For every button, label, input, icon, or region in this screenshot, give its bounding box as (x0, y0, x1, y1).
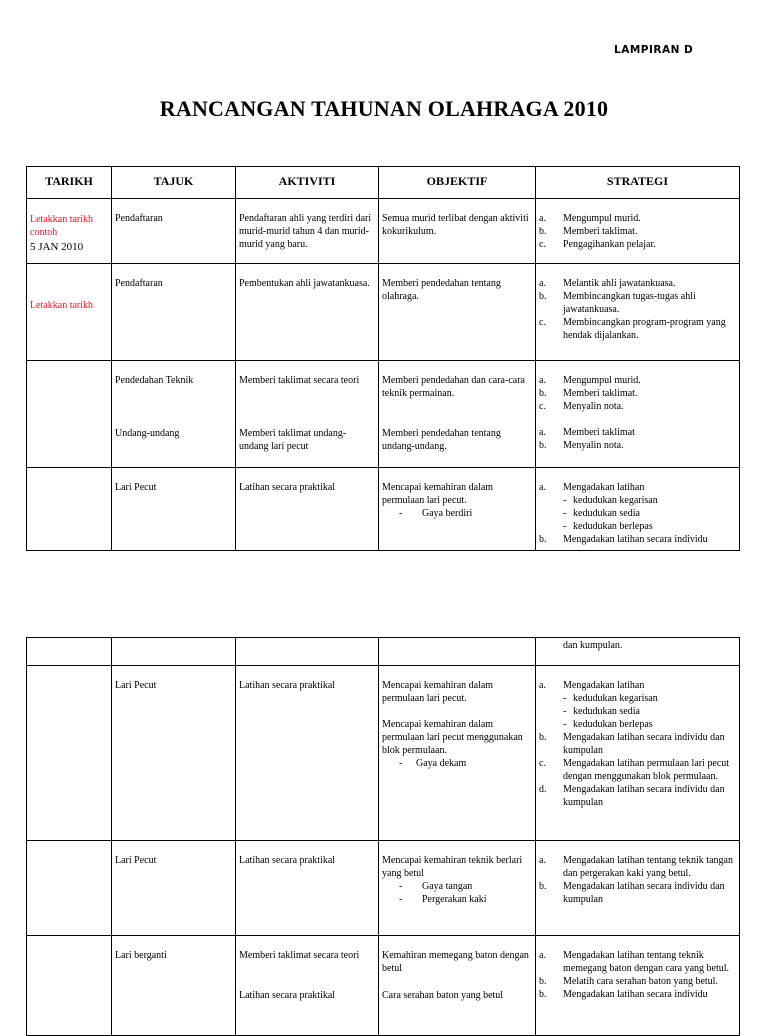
strategi-continuation: dan kumpulan. (563, 640, 623, 651)
objektif-cell: Memberi pendedahan tentang olahraga. (382, 278, 501, 302)
list-item: a. Memberi taklimat (539, 427, 635, 438)
list-item: a. Mengumpul murid. (539, 213, 641, 224)
list-item: - kedudukan kegarisan (563, 693, 658, 704)
list-item: - kedudukan sedia (563, 706, 640, 717)
col-header-objektif: OBJEKTIF (379, 167, 536, 199)
list-item: a. Mengadakan latihan - kedudukan kegarisan - kedudukan sedia - kedudukan berlepas (536, 481, 736, 533)
tarikh-note: Letakkan tarikh (30, 300, 94, 311)
document-title: RANCANGAN TAHUNAN OLAHRAGA 2010 (159, 96, 609, 121)
objektif-dash-item: - Gaya tangan (399, 881, 473, 892)
lampiran-label: LAMPIRAN D (614, 44, 694, 56)
tajuk-cell: Undang-undang (115, 428, 180, 439)
strategi-list (536, 277, 736, 342)
objektif-cell: Memberi pendedahan tentang undang-undang. (382, 428, 501, 452)
list-item: d. Mengadakan latihan secara individu dan kumpulan (539, 784, 725, 808)
objektif-cell: Mencapai kemahiran dalam permulaan lari pecut. (382, 482, 494, 506)
table-row (27, 468, 740, 551)
table-row (27, 638, 740, 666)
strategi-list (536, 212, 736, 251)
tajuk-cell: Lari Pecut (115, 855, 157, 866)
objektif-cell: Cara serahan baton yang betul (382, 990, 504, 1001)
table-header-row (27, 167, 740, 199)
list-item: b. Membincangkan tugas-tugas ahli jawatankuasa. (539, 291, 696, 315)
table-row (27, 361, 740, 468)
strategi-list (536, 481, 736, 546)
objektif-dash-item: - Gaya berdiri (399, 508, 473, 519)
list-item: b. Memberi taklimat. (539, 226, 638, 237)
aktiviti-cell: Memberi taklimat secara teori (239, 375, 360, 386)
col-header-strategi: STRATEGI (536, 167, 740, 199)
strategi-list (536, 679, 736, 809)
aktiviti-cell: Pendaftaran ahli yang terdiri dari murid-murid tahun 4 dan murid-murid yang baru. (239, 213, 372, 250)
aktiviti-cell: Memberi taklimat undang-undang lari pecut (239, 428, 347, 452)
list-item: - kedudukan sedia (563, 508, 640, 519)
tajuk-cell: Lari Pecut (115, 482, 157, 493)
list-item: c. Pengagihankan pelajar. (539, 239, 656, 250)
objektif-cell: Memberi pendedahan dan cara-cara teknik permainan. (382, 375, 525, 399)
list-item: c. Membincangkan program-program yang hendak dijalankan. (539, 317, 726, 341)
table-row (27, 199, 740, 264)
list-item: c. Mengadakan latihan permulaan lari pecut dengan menggunakan blok permulaan. (539, 758, 730, 782)
tajuk-cell: Pendaftaran (115, 213, 163, 224)
objektif-cell: Mencapai kemahiran dalam permulaan lari pecut menggunakan blok permulaan. (382, 719, 523, 756)
list-item: - kedudukan berlepas (563, 719, 653, 730)
strategi-list (536, 374, 736, 413)
objektif-cell: Kemahiran memegang baton dengan betul (382, 950, 529, 974)
strategi-list (536, 854, 736, 906)
objektif-dash-item: - Gaya dekam (399, 758, 467, 769)
list-item: a. Melantik ahli jawatankuasa. (539, 278, 676, 289)
list-item: b. Mengadakan latihan secara individu dan kumpulan (539, 732, 725, 756)
table-row (27, 841, 740, 936)
col-header-aktiviti: AKTIVITI (236, 167, 379, 199)
list-item: b. Mengadakan latihan secara individu dan kumpulan (539, 881, 725, 905)
objektif-cell: Mencapai kemahiran dalam permulaan lari pecut. (382, 680, 494, 704)
aktiviti-cell: Latihan secara praktikal (239, 990, 336, 1001)
aktiviti-cell: Latihan secara praktikal (239, 482, 336, 493)
objektif-dash-item: - Pergerakan kaki (399, 894, 487, 905)
tajuk-cell: Pendedahan Teknik (115, 375, 194, 386)
plan-table-1 (26, 166, 740, 551)
list-item: a. Mengadakan latihan tentang teknik tangan dan pergerakan kaki yang betul. (539, 855, 733, 879)
table-row (27, 666, 740, 841)
aktiviti-cell: Pembentukan ahli jawatankuasa. (239, 278, 370, 289)
list-item: - kedudukan berlepas (563, 521, 653, 532)
list-item: b. Mengadakan latihan secara individu (539, 989, 708, 1000)
list-item: b. Menyalin nota. (539, 440, 624, 451)
list-item: a. Mengadakan latihan tentang teknik memegang baton dengan cara yang betul. (539, 950, 730, 974)
table-row (27, 936, 740, 1036)
col-header-tarikh: TARIKH (27, 167, 112, 199)
objektif-cell: Semua murid terlibat dengan aktiviti kokurikulum. (382, 213, 529, 237)
aktiviti-cell: Latihan secara praktikal (239, 855, 336, 866)
aktiviti-cell: Latihan secara praktikal (239, 680, 336, 691)
plan-table-2 (26, 637, 740, 1036)
tarikh-note: Letakkan tarikh contoh (30, 214, 94, 238)
strategi-list (536, 949, 736, 1001)
list-item: a. Mengumpul murid. (539, 375, 641, 386)
list-item: b. Mengadakan latihan secara individu (539, 534, 708, 545)
strategi-list (536, 426, 736, 452)
tarikh-date: 5 JAN 2010 (30, 241, 84, 253)
list-item: - kedudukan kegarisan (563, 495, 658, 506)
tajuk-cell: Pendaftaran (115, 278, 163, 289)
tajuk-cell: Lari berganti (115, 950, 167, 961)
list-item: a. Mengadakan latihan - kedudukan kegarisan - kedudukan sedia - kedudukan berlepas (536, 679, 736, 731)
list-item: b. Melatih cara serahan baton yang betul. (539, 976, 718, 987)
col-header-tajuk: TAJUK (112, 167, 236, 199)
aktiviti-cell: Memberi taklimat secara teori (239, 950, 360, 961)
table-row (27, 264, 740, 361)
tajuk-cell: Lari Pecut (115, 680, 157, 691)
list-item: b. Memberi taklimat. (539, 388, 638, 399)
objektif-cell: Mencapai kemahiran teknik berlari yang betul (382, 855, 523, 879)
list-item: c. Menyalin nota. (539, 401, 624, 412)
